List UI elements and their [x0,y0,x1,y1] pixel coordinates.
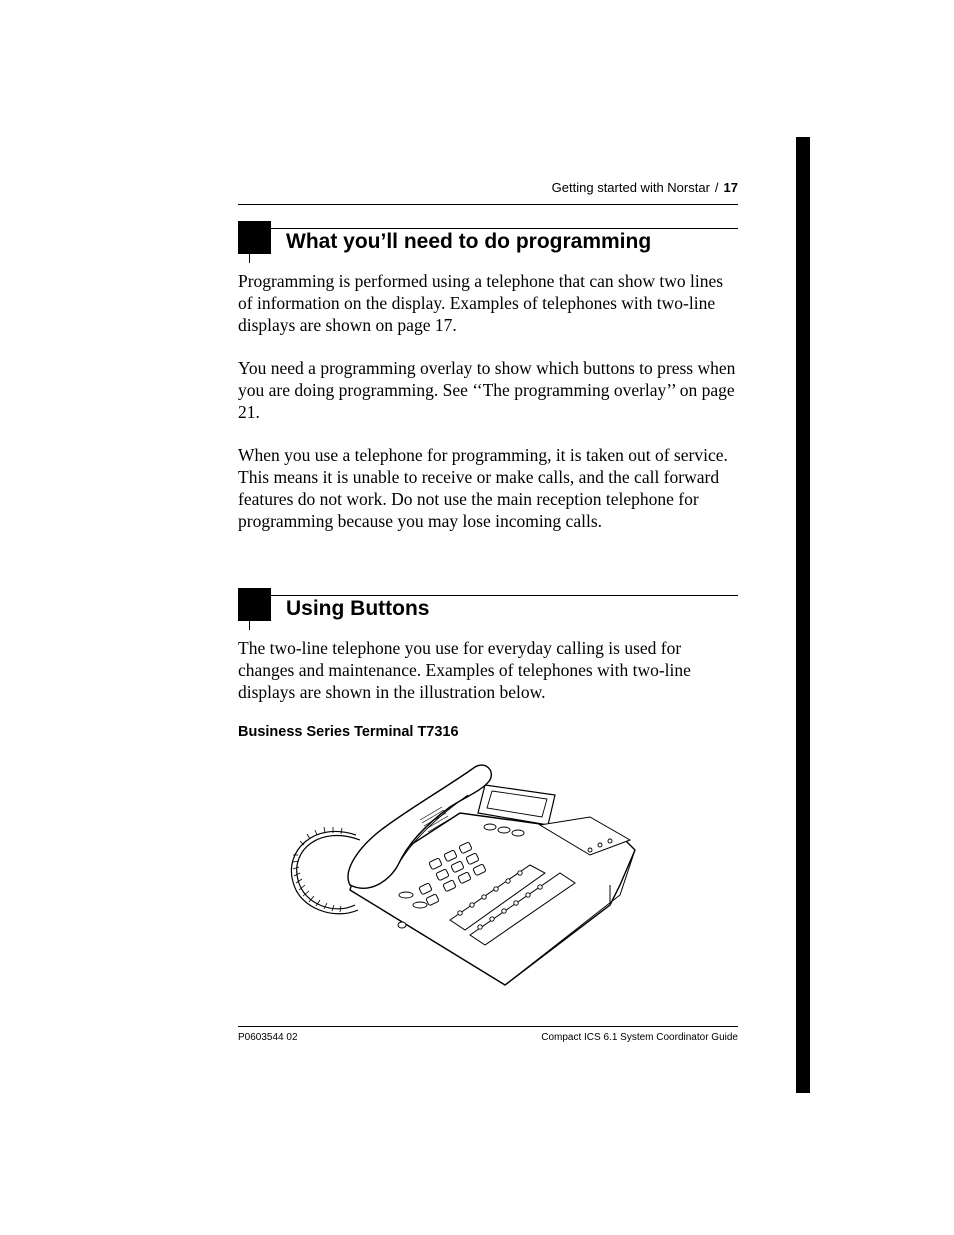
paragraph: Programming is performed using a telephone that can show two lines of information on the display. Examples of telephones with two-line displays are shown on page 17. [238,271,724,335]
figure-caption: Business Series Terminal T7316 [238,724,459,740]
header-rule [238,204,738,205]
section-rule [238,228,738,229]
footer-rule [238,1026,738,1027]
telephone-illustration [290,755,640,990]
running-head [238,180,738,195]
section-marker [238,588,271,621]
paragraph: The two-line telephone you use for everyday calling is used for changes and maintenance. Examples of telephones with two-line displays are shown in the illustration below. [238,638,691,702]
document-number: P0603544 02 [238,1032,298,1043]
page-edge-tab [796,137,810,1093]
section-marker [238,221,271,254]
section-rule [238,595,738,596]
running-head-separator: / [714,180,719,195]
running-head-section: Getting started with Norstar [551,180,710,195]
paragraph: You need a programming overlay to show which buttons to press when you are doing programming. See ‘‘The programming overlay’’ on page 21. [238,358,736,422]
page-number: 17 [723,180,738,195]
paragraph: When you use a telephone for programming, it is taken out of service. This means it is unable to receive or make calls, and the call forward features do not work. Do not use the main reception telephone for programming because you may lose incoming calls. [238,445,728,531]
section-title: What you’ll need to do programming [286,230,652,253]
section-title: Using Buttons [286,597,430,620]
document-title: Compact ICS 6.1 System Coordinator Guide [541,1032,738,1043]
